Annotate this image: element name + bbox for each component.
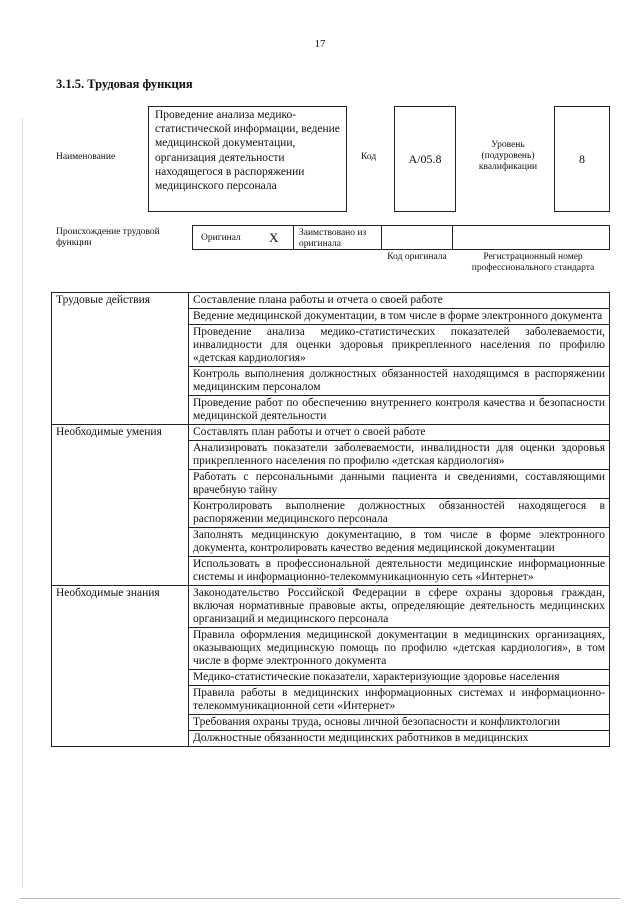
table-row bbox=[52, 293, 610, 309]
borrowed-label: Заимствовано из оригинала bbox=[299, 228, 367, 249]
scan-bottom-edge bbox=[20, 898, 620, 899]
item-cell: Работать с персональными данными пациента и сведениями, составляющими врачебную тайну bbox=[189, 470, 610, 499]
item-cell: Медико-статистические показатели, характеризующие здоровье населения bbox=[189, 670, 610, 686]
item-cell: Контролировать выполнение должностных обязанностей находящегося в распоряжении медицинского персонала bbox=[189, 499, 610, 528]
item-cell: Контроль выполнения должностных обязанностей находящимся в распоряжении медицинским персоналом bbox=[189, 367, 610, 396]
page-number: 17 bbox=[314, 38, 326, 50]
category-cell: Необходимые умения bbox=[52, 425, 189, 586]
item-cell: Использовать в профессиональной деятельности медицинские информационные системы и информационно-телекоммуникационную сеть «Интернет» bbox=[189, 557, 610, 586]
original-label: Оригинал bbox=[201, 233, 241, 243]
item-cell: Составлять план работы и отчет о своей работе bbox=[189, 425, 610, 441]
item-cell: Ведение медицинской документации, в том числе в форме электронного документа bbox=[189, 309, 610, 325]
table-row bbox=[52, 425, 610, 441]
code-original-caption: Код оригинала bbox=[387, 252, 447, 262]
competency-table bbox=[51, 292, 610, 747]
section-heading: 3.1.5. Трудовая функция bbox=[56, 77, 193, 91]
item-cell: Законодательство Российской Федерации в сфере охраны здоровья граждан, включая нормативные правовые акты, определяющие деятельность медицинских организаций и медицинского персонала bbox=[189, 586, 610, 628]
origin-label: Происхождение трудовой функции bbox=[56, 227, 160, 248]
item-cell: Требования охраны труда, основы личной безопасности и конфликтологии bbox=[189, 715, 610, 731]
item-cell: Заполнять медицинскую документацию, в том числе в форме электронного документа, контролировать качество ведения медицинской документации bbox=[189, 528, 610, 557]
code-value: A/05.8 bbox=[408, 151, 442, 166]
category-cell: Трудовые действия bbox=[52, 293, 189, 425]
table-row bbox=[52, 586, 610, 628]
name-label: Наименование bbox=[56, 152, 116, 162]
item-cell: Правила оформления медицинской документации в медицинских организациях, оказывающих медицинскую помощь по профилю «детская кардиология», в том числе в форме электронного документа bbox=[189, 628, 610, 670]
original-mark: X bbox=[269, 230, 279, 245]
code-label: Код bbox=[361, 152, 377, 162]
function-name-box: Проведение анализа медико-статистической информации, ведение медицинской документации, организация деятельности находящегося в распоряжении медицинского персонала bbox=[148, 106, 347, 212]
item-cell: Анализировать показатели заболеваемости, инвалидности для оценки здоровья прикрепленного населения по профилю «детская кардиология» bbox=[189, 441, 610, 470]
level-label: Уровень (подуровень) квалификации bbox=[478, 140, 538, 172]
level-value: 8 bbox=[579, 151, 585, 166]
category-cell: Необходимые знания bbox=[52, 586, 189, 747]
item-cell: Проведение работ по обеспечению внутреннего контроля качества и безопасности медицинской деятельности bbox=[189, 396, 610, 425]
item-cell: Проведение анализа медико-статистических показателей заболеваемости, инвалидности для оценки здоровья прикрепленного населения по профилю «детская кардиология» bbox=[189, 325, 610, 367]
item-cell: Должностные обязанности медицинских работников в медицинских bbox=[189, 731, 610, 747]
reg-number-caption: Регистрационный номер профессионального стандарта bbox=[471, 252, 595, 273]
item-cell: Составление плана работы и отчета о своей работе bbox=[189, 293, 610, 309]
item-cell: Правила работы в медицинских информационных системах и информационно-телекоммуникационной сети «Интернет» bbox=[189, 686, 610, 715]
